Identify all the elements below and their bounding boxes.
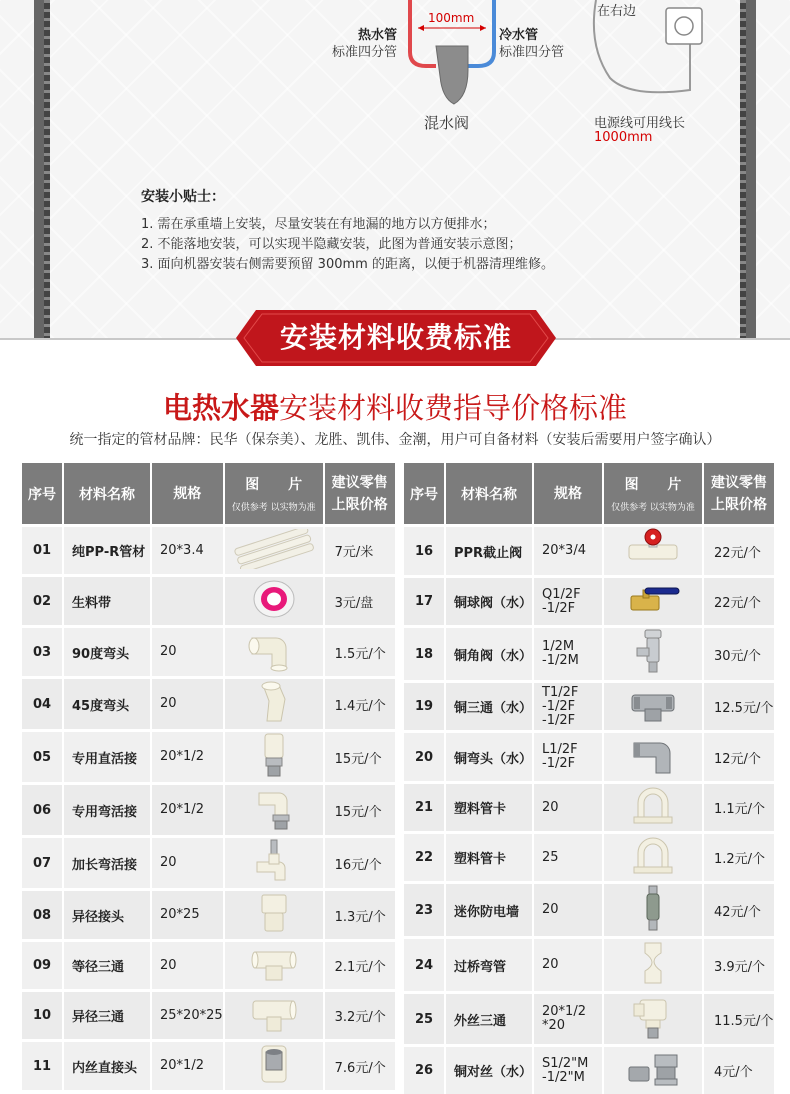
header-price: [704, 463, 776, 527]
material-image: [225, 628, 325, 679]
material-price: 1.3元/个: [325, 891, 397, 942]
page-title: [0, 386, 790, 427]
material-spec: 20: [534, 784, 604, 834]
cold-pipe-label: 冷水管: [499, 28, 539, 43]
material-price: 15元/个: [325, 785, 397, 838]
material-price: 7元/米: [325, 527, 397, 577]
material-spec: 20*3.4: [152, 527, 225, 577]
header-name: 材料名称: [64, 463, 152, 527]
material-name: 铜三通（水）: [446, 683, 534, 733]
row-number: 20: [404, 733, 446, 784]
row-number: 07: [22, 838, 64, 891]
gap-label: 100mm: [428, 11, 475, 25]
material-spec: 25: [534, 834, 604, 884]
header-no: 序号: [22, 463, 64, 527]
power-cord-length: 1000mm: [594, 130, 653, 145]
row-number: 24: [404, 939, 446, 994]
table-row: [22, 992, 397, 1042]
material-name: 纯PP-R管材: [64, 527, 152, 577]
material-price: 22元/个: [704, 578, 776, 628]
material-name: 内丝直接头: [64, 1042, 152, 1093]
angle-valve-icon: [633, 628, 673, 680]
hot-pipe: [410, 0, 436, 66]
row-number: 10: [22, 992, 64, 1042]
material-image: [225, 527, 325, 577]
hot-pipe-spec: 标准四分管: [332, 45, 398, 60]
material-image: [225, 992, 325, 1042]
material-spec: 20: [152, 628, 225, 679]
header-price-line2: 上限价格: [711, 496, 767, 513]
material-image: [225, 732, 325, 785]
header-name: 材料名称: [446, 463, 534, 527]
material-spec: S1/2"M -1/2"M: [534, 1047, 604, 1094]
table-row: [404, 939, 776, 994]
header-price-line1: 建议零售: [331, 474, 388, 491]
row-number: 18: [404, 628, 446, 683]
material-spec: 1/2M -1/2M: [534, 628, 604, 683]
row-number: 01: [22, 527, 64, 577]
material-image: [604, 939, 704, 994]
pipe-clip-icon: [630, 835, 676, 881]
table-row: [404, 1047, 776, 1094]
material-name: 铜弯头（水）: [446, 733, 534, 784]
material-name: 塑料管卡: [446, 784, 534, 834]
material-price: 16元/个: [325, 838, 397, 891]
row-number: 06: [22, 785, 64, 838]
material-price: 12元/个: [704, 733, 776, 784]
table-row: [404, 884, 776, 939]
reducer-icon: [256, 891, 292, 939]
material-spec: T1/2F -1/2F -1/2F: [534, 683, 604, 733]
material-spec: 20: [152, 679, 225, 732]
row-number: 25: [404, 994, 446, 1047]
union-icon: [259, 732, 289, 782]
material-spec: 20*25: [152, 891, 225, 942]
table-row: [22, 1042, 397, 1093]
header-price-line1: 建议零售: [711, 474, 767, 491]
tape-icon: [249, 577, 299, 625]
bridge-bend-icon: [635, 939, 671, 991]
mixer-valve-shape: [436, 46, 468, 104]
union-elbow-icon: [251, 785, 297, 835]
table-row: [404, 527, 776, 578]
row-number: 03: [22, 628, 64, 679]
banner-title: 安装材料收费标准: [279, 321, 512, 354]
material-spec: 20*1/2 *20: [534, 994, 604, 1047]
socket: [666, 8, 702, 44]
material-name: 铜角阀（水）: [446, 628, 534, 683]
banner-ribbon: [236, 310, 556, 366]
material-spec: 20*1/2: [152, 732, 225, 785]
header-image: [604, 463, 704, 527]
material-image: [604, 784, 704, 834]
material-price: 4元/个: [704, 1047, 776, 1094]
material-spec: Q1/2F -1/2F: [534, 578, 604, 628]
table-row: [404, 683, 776, 733]
pipe-icon: [234, 529, 314, 573]
row-number: 02: [22, 577, 64, 628]
material-spec: 20: [534, 939, 604, 994]
header-image-label: 图 片: [624, 477, 694, 493]
header-image-note: 仅供参考 以实物为准: [611, 503, 695, 513]
row-number: 05: [22, 732, 64, 785]
mixer-label: 混水阀: [424, 114, 470, 132]
material-price: 3.2元/个: [325, 992, 397, 1042]
row-number: 19: [404, 683, 446, 733]
stop-valve-icon: [623, 527, 683, 575]
material-image: [604, 994, 704, 1047]
material-image: [604, 527, 704, 578]
table-row: [22, 628, 397, 679]
material-price: 1.1元/个: [704, 784, 776, 834]
pipe-clip-icon: [630, 785, 676, 831]
tee-icon: [249, 944, 299, 988]
header-price-line2: 上限价格: [331, 496, 388, 513]
material-price: 1.2元/个: [704, 834, 776, 884]
header-image: [225, 463, 325, 527]
material-image: [604, 834, 704, 884]
material-price: 2.1元/个: [325, 942, 397, 992]
row-number: 22: [404, 834, 446, 884]
row-number: 16: [404, 527, 446, 578]
header-price: [325, 463, 397, 527]
material-price: 3元/盘: [325, 577, 397, 628]
material-name: 迷你防电墙: [446, 884, 534, 939]
table-row: [22, 942, 397, 992]
material-name: 铜对丝（水）: [446, 1047, 534, 1094]
row-number: 21: [404, 784, 446, 834]
cold-pipe: [468, 0, 494, 66]
material-price: 11.5元/个: [704, 994, 776, 1047]
power-cord-label: 电源线可用线长: [594, 116, 686, 131]
price-table-left: [22, 463, 397, 1093]
female-coupling-icon: [254, 1042, 294, 1090]
material-price: 7.6元/个: [325, 1042, 397, 1093]
material-image: [225, 1042, 325, 1093]
material-spec: 20*3/4: [534, 527, 604, 578]
tips-title: 安装小贴士：: [141, 189, 225, 205]
hot-pipe-label: 热水管: [358, 28, 398, 43]
table-row: [404, 733, 776, 784]
long-union-icon: [251, 838, 297, 888]
row-number: 23: [404, 884, 446, 939]
material-price: 1.5元/个: [325, 628, 397, 679]
material-spec: L1/2F -1/2F: [534, 733, 604, 784]
header-image-label: 图 片: [245, 477, 315, 493]
material-image: [604, 628, 704, 683]
table-row: [404, 628, 776, 683]
row-number: 26: [404, 1047, 446, 1094]
material-image: [225, 785, 325, 838]
row-number: 08: [22, 891, 64, 942]
material-image: [225, 942, 325, 992]
brass-tee-icon: [628, 685, 678, 729]
price-table-right: [404, 463, 776, 1094]
material-name: 异径三通: [64, 992, 152, 1042]
row-number: 11: [22, 1042, 64, 1093]
right-side-label: 在右边: [597, 4, 637, 19]
material-name: 90度弯头: [64, 628, 152, 679]
title-rest: 安装材料收费指导价格标准: [279, 391, 628, 425]
material-spec: 20: [152, 838, 225, 891]
table-row: [404, 578, 776, 628]
table-row: [22, 679, 397, 732]
material-price: 15元/个: [325, 732, 397, 785]
table-header-row: [22, 463, 397, 527]
header-spec: 规格: [534, 463, 604, 527]
material-spec: 25*20*25: [152, 992, 225, 1042]
material-image: [225, 679, 325, 732]
material-spec: 20*1/2: [152, 785, 225, 838]
table-row: [22, 732, 397, 785]
table-row: [22, 785, 397, 838]
reducing-tee-icon: [249, 993, 299, 1039]
material-price: 42元/个: [704, 884, 776, 939]
material-spec: 20: [152, 942, 225, 992]
install-diagram: [0, 0, 790, 340]
material-spec: [152, 577, 225, 628]
material-image: [604, 1047, 704, 1094]
material-name: 专用弯活接: [64, 785, 152, 838]
material-image: [604, 884, 704, 939]
material-name: 外丝三通: [446, 994, 534, 1047]
material-spec: 20*1/2: [152, 1042, 225, 1093]
table-row: [404, 834, 776, 884]
brand-note: 统一指定的管材品牌：民华（保奈美）、龙胜、凯伟、金潮，用户可自备材料（安装后需要用户签字确认）: [69, 432, 721, 448]
material-name: 45度弯头: [64, 679, 152, 732]
header-spec: 规格: [152, 463, 225, 527]
material-name: 生料带: [64, 577, 152, 628]
tip-line: 2. 不能落地安装，可以实现半隐藏安装，此图为普通安装示意图；: [141, 237, 522, 252]
header-image-note: 仅供参考 以实物为准: [231, 503, 316, 513]
elbow90-icon: [246, 628, 302, 676]
material-price: 22元/个: [704, 527, 776, 578]
anti-shock-icon: [641, 884, 665, 936]
tip-line: 1. 需在承重墙上安装，尽量安装在有地漏的地方以方便排水；: [141, 217, 496, 232]
material-name: 异径接头: [64, 891, 152, 942]
material-price: 12.5元/个: [704, 683, 776, 733]
table-row: [22, 527, 397, 577]
table-row: [404, 784, 776, 834]
material-name: 等径三通: [64, 942, 152, 992]
material-spec: 20: [534, 884, 604, 939]
material-price: 3.9元/个: [704, 939, 776, 994]
brass-nipple-icon: [623, 1049, 683, 1093]
material-image: [604, 578, 704, 628]
material-image: [225, 891, 325, 942]
row-number: 17: [404, 578, 446, 628]
row-number: 04: [22, 679, 64, 732]
cold-pipe-spec: 标准四分管: [499, 45, 565, 60]
material-name: 铜球阀（水）: [446, 578, 534, 628]
elbow45-icon: [249, 679, 299, 729]
material-price: 30元/个: [704, 628, 776, 683]
material-name: 加长弯活接: [64, 838, 152, 891]
tip-line: 3. 面向机器安装右侧需要预留 300mm 的距离，以便于机器清理维修。: [141, 257, 554, 272]
material-image: [225, 577, 325, 628]
material-name: 专用直活接: [64, 732, 152, 785]
material-name: 塑料管卡: [446, 834, 534, 884]
table-row: [22, 838, 397, 891]
row-number: 09: [22, 942, 64, 992]
material-image: [225, 838, 325, 891]
install-tips: [141, 186, 554, 275]
brass-elbow-icon: [628, 733, 678, 781]
material-price: 1.4元/个: [325, 679, 397, 732]
material-name: 过桥弯管: [446, 939, 534, 994]
material-image: [604, 683, 704, 733]
material-name: PPR截止阀: [446, 527, 534, 578]
table-header-row: [404, 463, 776, 527]
section-banner: [0, 310, 790, 366]
header-no: 序号: [404, 463, 446, 527]
table-row: [404, 994, 776, 1047]
male-tee-icon: [630, 994, 676, 1044]
ball-valve-icon: [623, 580, 683, 624]
table-row: [22, 891, 397, 942]
material-image: [604, 733, 704, 784]
title-strong: 电热水器: [162, 391, 279, 425]
table-row: [22, 577, 397, 628]
